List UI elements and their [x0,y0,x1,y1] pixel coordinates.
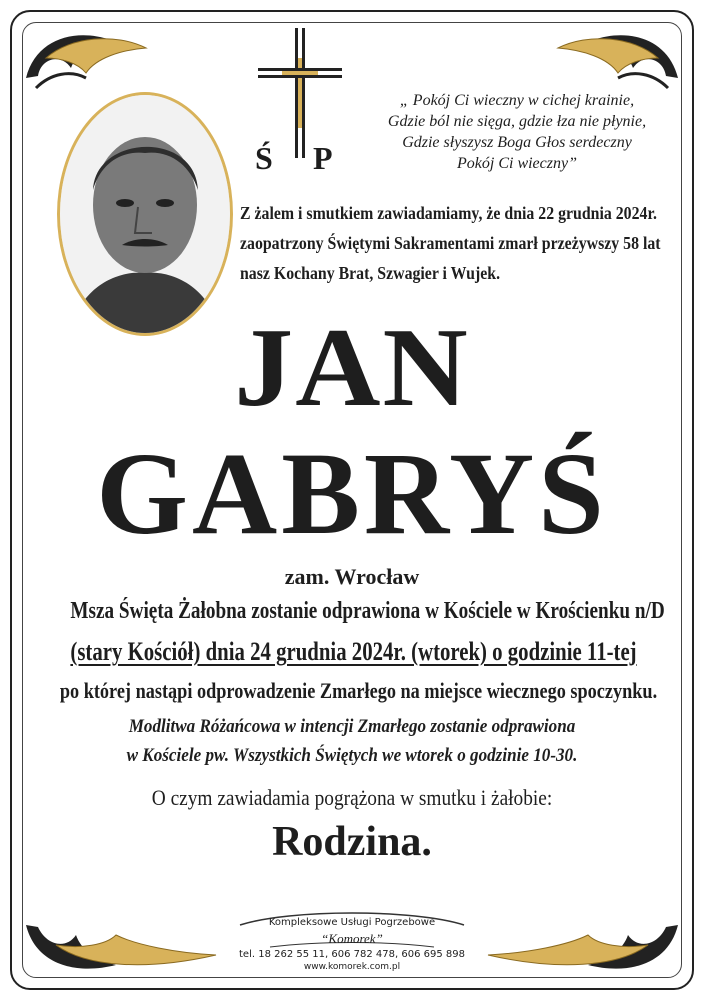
intro-line: Z żalem i smutkiem zawiadamiamy, że dnia 22 grudnia 2024r. [240,203,657,223]
initial-s: Ś [255,140,273,176]
closing-notice: O czym zawiadamia pogrążona w smutku i żałobie: [151,785,553,810]
mass-line-1: Msza Święta Żałobna zostanie odprawiona w Kościele w Krościenku n/D [70,598,665,624]
first-name: JAN [234,305,470,430]
poem-line: Gdzie ból nie sięga, gdzie łza nie płynie, [387,113,647,130]
poem-line: „ Pokój Ci wieczny w cichej krainie, [399,92,635,109]
mass-line-2-text: (stary Kościół) dnia 24 grudnia 2024r. (wtorek) o godzinie 11-tej [70,637,637,666]
corner-ornament-top-left [16,18,156,98]
corner-ornament-bottom-left [16,905,226,985]
poem-line: Pokój Ci wieczny” [457,155,577,172]
mass-line-2 [70,637,637,667]
funeral-home-tagline: Kompleksowe Usługi Pogrzebowe [268,917,436,928]
funeral-home-logo [230,905,474,975]
funeral-home-phones: tel. 18 262 55 11, 606 782 478, 606 695 898 [239,949,465,960]
rosary-line-1: Modlitwa Różańcowa w intencji Zmarłego zostanie odprawiona [128,716,576,737]
mass-line-3: po której nastąpi odprowadzenie Zmarłego na miejsce wiecznego spoczynku. [59,678,658,703]
portrait-photo [57,92,233,336]
last-name: GABRYŚ [96,428,608,559]
intro-line: nasz Kochany Brat, Szwagier i Wujek. [240,263,501,283]
residence: zam. Wrocław [284,564,420,589]
poem [352,90,682,174]
poem-line: Gdzie słyszysz Boga Głos serdeczny [402,134,632,151]
intro-text [240,198,661,288]
intro-line: zaopatrzony Świętymi Sakramentami zmarł przeżywszy 58 lat [240,233,661,253]
funeral-home-website: www.komorek.com.pl [303,962,401,972]
family-signature: Rodzina. [272,819,432,865]
corner-ornament-top-right [548,18,688,98]
funeral-home-name: “Komorek” [321,931,383,946]
corner-ornament-bottom-right [478,905,688,985]
rosary-line-2: w Kościele pw. Wszystkich Świętych we wtorek o godzinie 10-30. [126,745,578,766]
initial-p: P [313,140,333,176]
